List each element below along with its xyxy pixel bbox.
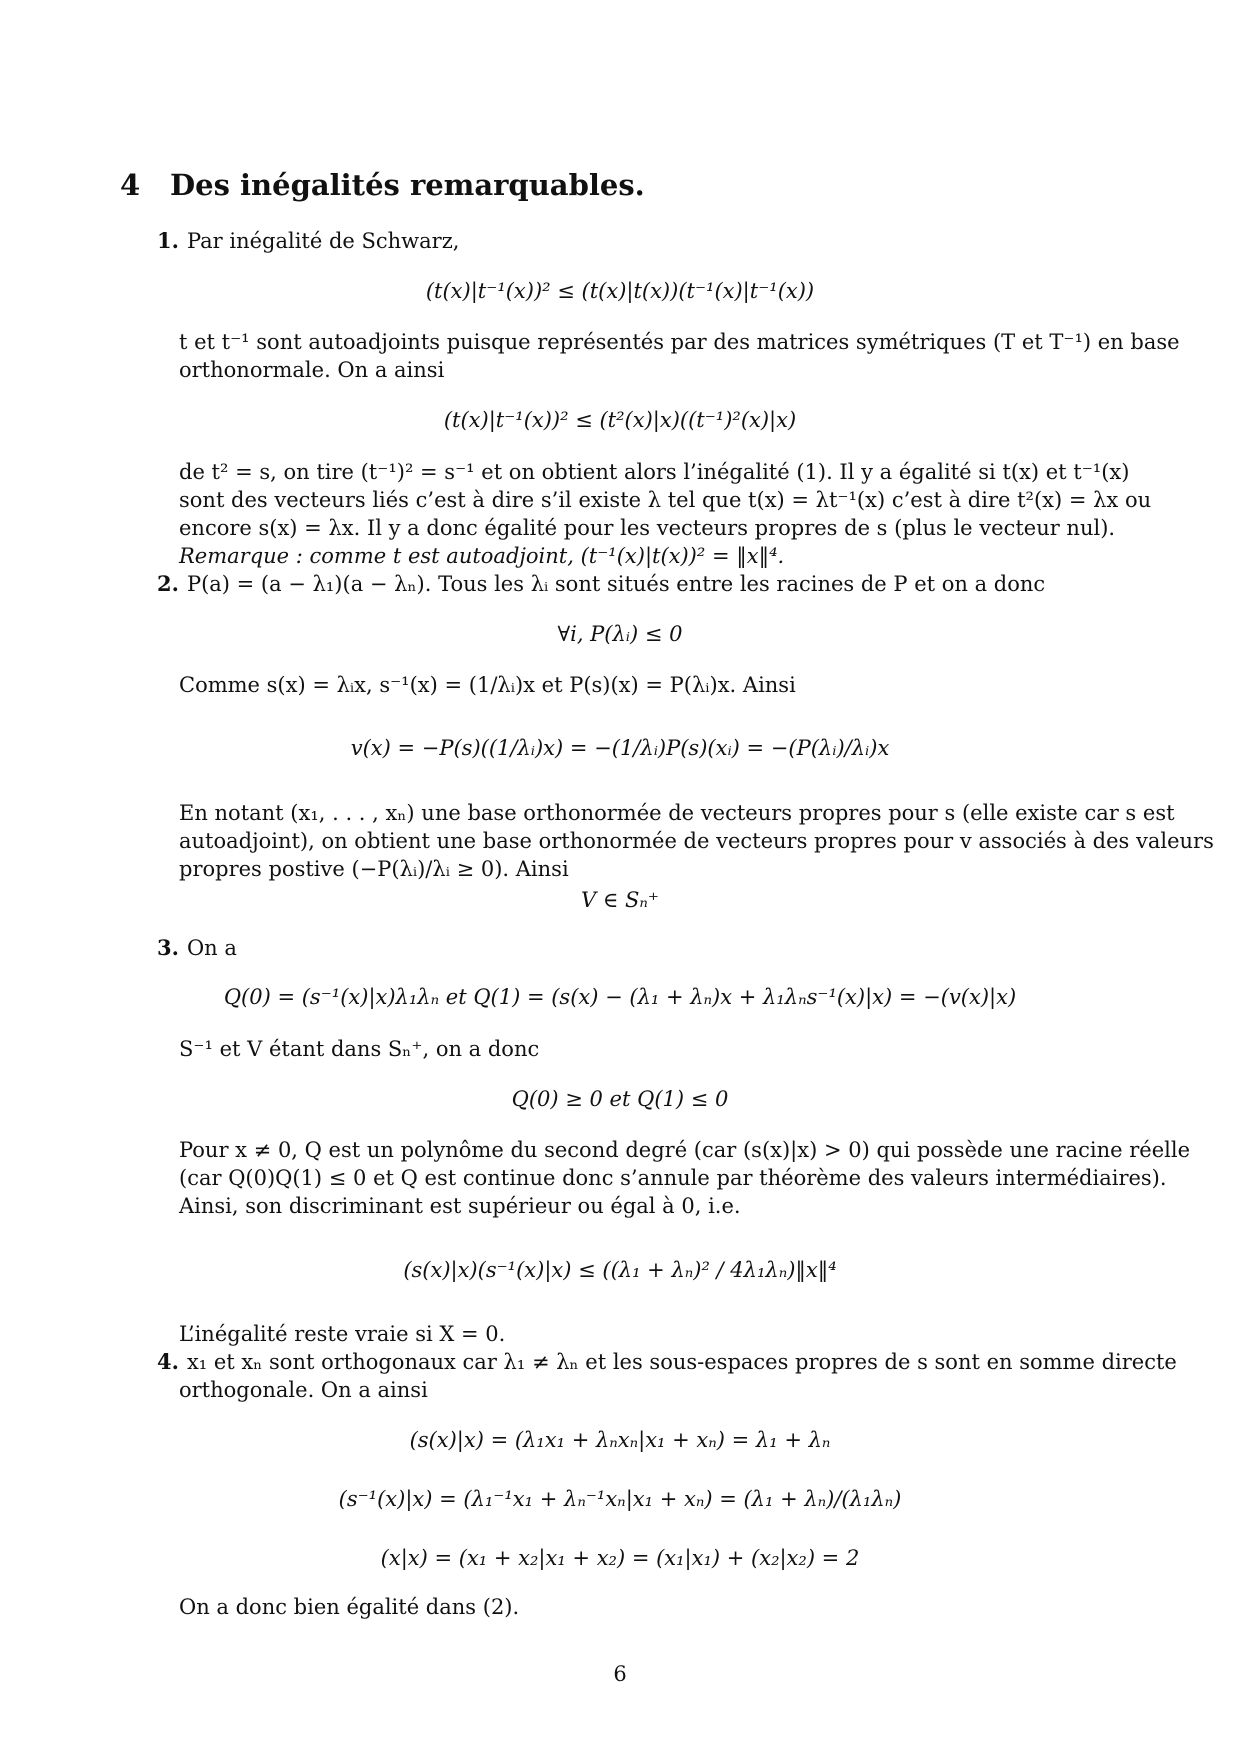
item-number: 2. xyxy=(157,571,179,596)
page-number: 6 xyxy=(613,1662,627,1686)
item-text: P(a) = (a − λ₁)(a − λₙ). Tous les λᵢ sont situés entre les racines de P et on a donc xyxy=(186,572,1046,596)
item-text: x₁ et xₙ sont orthogonaux car λ₁ ≠ λₙ et les sous-espaces propres de s sont en somme directe xyxy=(186,1350,1177,1374)
remark-line: Remarque : comme t est autoadjoint, (t⁻¹(x)|t(x))² = ‖x‖⁴. xyxy=(179,544,785,568)
paragraph-line: orthonormale. On a ainsi xyxy=(179,358,445,382)
equation-Q: Q(0) = (s⁻¹(x)|x)λ₁λₙ et Q(1) = (s(x) − (λ₁ + λₙ)x + λ₁λₙs⁻¹(x)|x) = −(v(x)|x) xyxy=(223,985,1017,1009)
item-number: 4. xyxy=(157,1349,179,1374)
equation-v: v(x) = −P(s)((1/λᵢ)x) = −(1/λᵢ)P(s)(xᵢ) = −(P(λᵢ)/λᵢ)x xyxy=(350,736,890,760)
item-number: 3. xyxy=(157,935,179,960)
list-item-4 xyxy=(157,1349,1177,1375)
paragraph-line: t et t⁻¹ sont autoadjoints puisque représentés par des matrices symétriques (T et T⁻¹) en base xyxy=(179,330,1180,354)
paragraph-line: S⁻¹ et V étant dans Sₙ⁺, on a donc xyxy=(179,1037,540,1061)
equation-Q-signs: Q(0) ≥ 0 et Q(1) ≤ 0 xyxy=(511,1087,729,1111)
item-number: 1. xyxy=(157,228,179,253)
paragraph-line: Ainsi, son discriminant est supérieur ou égal à 0, i.e. xyxy=(179,1194,741,1218)
paragraph-line: Comme s(x) = λᵢx, s⁻¹(x) = (1/λᵢ)x et P(s)(x) = P(λᵢ)x. Ainsi xyxy=(179,673,796,697)
equation-adjoint: (t(x)|t⁻¹(x))² ≤ (t²(x)|x)((t⁻¹)²(x)|x) xyxy=(443,408,797,432)
equation-V-positive: V ∈ Sₙ⁺ xyxy=(580,888,660,912)
paragraph-line: On a donc bien égalité dans (2). xyxy=(179,1595,520,1619)
section-title: Des inégalités remarquables. xyxy=(170,168,645,202)
list-item-2 xyxy=(157,571,1045,597)
equation-sinvx: (s⁻¹(x)|x) = (λ₁⁻¹x₁ + λₙ⁻¹xₙ|x₁ + xₙ) = (λ₁ + λₙ)/(λ₁λₙ) xyxy=(338,1487,902,1511)
section-heading xyxy=(120,168,645,202)
equation-kantorovich: (s(x)|x)(s⁻¹(x)|x) ≤ ((λ₁ + λₙ)² / 4λ₁λₙ)‖x‖⁴ xyxy=(403,1258,837,1282)
paragraph-line: (car Q(0)Q(1) ≤ 0 et Q est continue donc s’annule par théorème des valeurs intermédiaires). xyxy=(179,1166,1167,1190)
section-number: 4 xyxy=(120,168,141,202)
paragraph-line: encore s(x) = λx. Il y a donc égalité pour les vecteurs propres de s (plus le vecteur nul). xyxy=(179,516,1116,540)
paragraph-line: de t² = s, on tire (t⁻¹)² = s⁻¹ et on obtient alors l’inégalité (1). Il y a égalité si t(x) et t⁻¹(x) xyxy=(179,460,1130,484)
item-text: On a xyxy=(186,936,237,960)
equation-sign: ∀i, P(λᵢ) ≤ 0 xyxy=(557,622,683,646)
paragraph-line: En notant (x₁, . . . , xₙ) une base orthonormée de vecteurs propres pour s (elle existe car s est xyxy=(179,801,1175,825)
paragraph-line: Pour x ≠ 0, Q est un polynôme du second degré (car (s(x)|x) > 0) qui possède une racine réelle xyxy=(179,1138,1191,1162)
item-text: Par inégalité de Schwarz, xyxy=(186,229,460,253)
list-item-1 xyxy=(157,228,459,254)
paragraph-line: sont des vecteurs liés c’est à dire s’il existe λ tel que t(x) = λt⁻¹(x) c’est à dire t²(x) = λx ou xyxy=(179,488,1152,512)
equation-sx: (s(x)|x) = (λ₁x₁ + λₙxₙ|x₁ + xₙ) = λ₁ + λₙ xyxy=(409,1428,831,1452)
paragraph-line: propres postive (−P(λᵢ)/λᵢ ≥ 0). Ainsi xyxy=(179,857,569,881)
list-item-3 xyxy=(157,935,237,961)
paragraph-line: L’inégalité reste vraie si X = 0. xyxy=(179,1322,506,1346)
paragraph-line: autoadjoint), on obtient une base orthonormée de vecteurs propres pour v associés à des valeurs xyxy=(179,829,1214,853)
paragraph-line: orthogonale. On a ainsi xyxy=(179,1378,428,1402)
equation-schwarz: (t(x)|t⁻¹(x))² ≤ (t(x)|t(x))(t⁻¹(x)|t⁻¹(x)) xyxy=(425,279,815,303)
equation-xx: (x|x) = (x₁ + x₂|x₁ + x₂) = (x₁|x₁) + (x₂|x₂) = 2 xyxy=(380,1546,860,1570)
